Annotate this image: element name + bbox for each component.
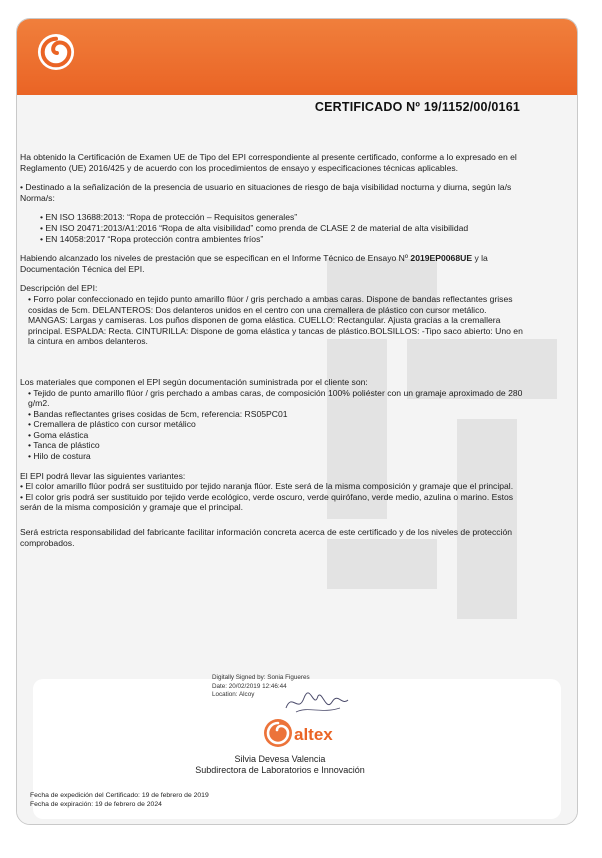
purpose-paragraph: • Destinado a la señalización de la presencia de usuario en situaciones de riesgo de baja visibilidad nocturna y diurna, según la/s Norma/s: <box>20 182 512 203</box>
handwritten-signature <box>282 688 352 716</box>
material-item: • Tejido de punto amarillo flúor / gris perchado a ambas caras, de composición 100% poliéster con un gramaje aproximado de 280 g/m2. <box>28 387 523 409</box>
material-item: • Bandas reflectantes grises cosidas de 5cm, referencia: RS05PC01 <box>28 408 288 419</box>
signer-role: Subdirectora de Laboratorios e Innovación <box>195 765 365 775</box>
signature-date: Date: 20/02/2019 12:46:44 <box>212 682 287 690</box>
header-bar <box>17 19 577 95</box>
performance-text-end: y la Documentación Técnica del EPI. <box>20 253 488 274</box>
responsibility-paragraph: Será estricta responsabilidad del fabricante facilitar información concreta acerca de este certificado y de los niveles de protección comprobados. <box>20 527 513 548</box>
issue-date: Fecha de expedición del Certificado: 19 de febrero de 2019 <box>30 792 209 799</box>
material-item: • Goma elástica <box>28 429 89 440</box>
intro-paragraph: Ha obtenido la Certificación de Examen UE de Tipo del EPI correspondiente al presente certificado, conforme a lo expresado en el Reglamento (UE) 2016/425 y de acuerdo con los procedimientos de ensayo y especificaciones técnicas aplicables. <box>20 152 517 173</box>
variant-item: • El color gris podrá ser sustituido por tejido verde ecológico, verde oscuro, verde quirófano, verde medio, azulina o marino. Estos serán de la misma composición y gramaje que el principal. <box>20 491 514 513</box>
variants-heading: El EPI podrá llevar las siguientes variantes: <box>20 470 186 481</box>
variant-item: • El color amarillo flúor podrá ser sustituido por tejido naranja flúor. Este será de la misma composición y gramaje que el principal. <box>20 481 514 492</box>
signature-location: Location: Alcoy <box>212 691 255 699</box>
norm-item: • EN ISO 20471:2013/A1:2016 “Ropa de alta visibilidad” como prenda de CLASE 2 de material de alta visibilidad <box>40 222 469 233</box>
expiry-date: Fecha de expiración: 19 de febrero de 2024 <box>30 800 162 808</box>
material-item: • Tanca de plástico <box>28 440 100 451</box>
description-paragraph: • Forro polar confeccionado en tejido punto amarillo flúor / gris perchado a ambas caras. Dispone de bandas reflectantes grises cosidas de 5cm. DELANTEROS: Dos delanteros unidos en el centro con una cremallera de plástico con cursor metálico. MANGAS: Largas y camiseras. Los puños disponen de goma elástica. CUELLO: Rectangular. Ajusta gracias a la cremallera principal. ESPALDA: Recta. CINTURILLA: Dispone de goma elástica y tancas de plástico.BOLSILLOS: -Tipo saco abierto: Uno en la cintura en ambos delanteros. <box>28 293 523 347</box>
norm-item: • EN 14058:2017 “Ropa protección contra ambientes fríos” <box>40 233 264 244</box>
certificate-title: CERTIFICADO Nº 19/1152/00/0161 <box>314 100 520 114</box>
norms-list <box>20 212 525 244</box>
altex-brand-text: altex <box>294 725 333 744</box>
norm-item: • EN ISO 13688:2013: “Ropa de protección – Requisitos generales” <box>40 212 298 223</box>
report-reference: 2019EP0068UE <box>410 253 473 264</box>
altex-logo-icon <box>262 716 352 750</box>
certificate-body <box>20 152 525 557</box>
materials-list <box>20 388 525 462</box>
material-item: • Cremallera de plástico con cursor metálico <box>28 419 196 430</box>
certificate-dates <box>30 792 209 810</box>
materials-heading: Los materiales que componen el EPI según documentación suministrada por el cliente son: <box>20 376 368 387</box>
performance-text: Habiendo alcanzado los niveles de prestación que se especifican en el Informe Técnico de Ensayo Nº <box>20 253 411 264</box>
signed-by: Digitally Signed by: Sonia Figueres <box>212 674 310 681</box>
spiral-logo-icon <box>37 33 75 71</box>
description-heading: Descripción del EPI: <box>20 283 98 294</box>
material-item: • Hilo de costura <box>28 451 91 462</box>
performance-paragraph <box>20 253 525 274</box>
signer-name: Silvia Devesa Valencia <box>234 754 326 764</box>
